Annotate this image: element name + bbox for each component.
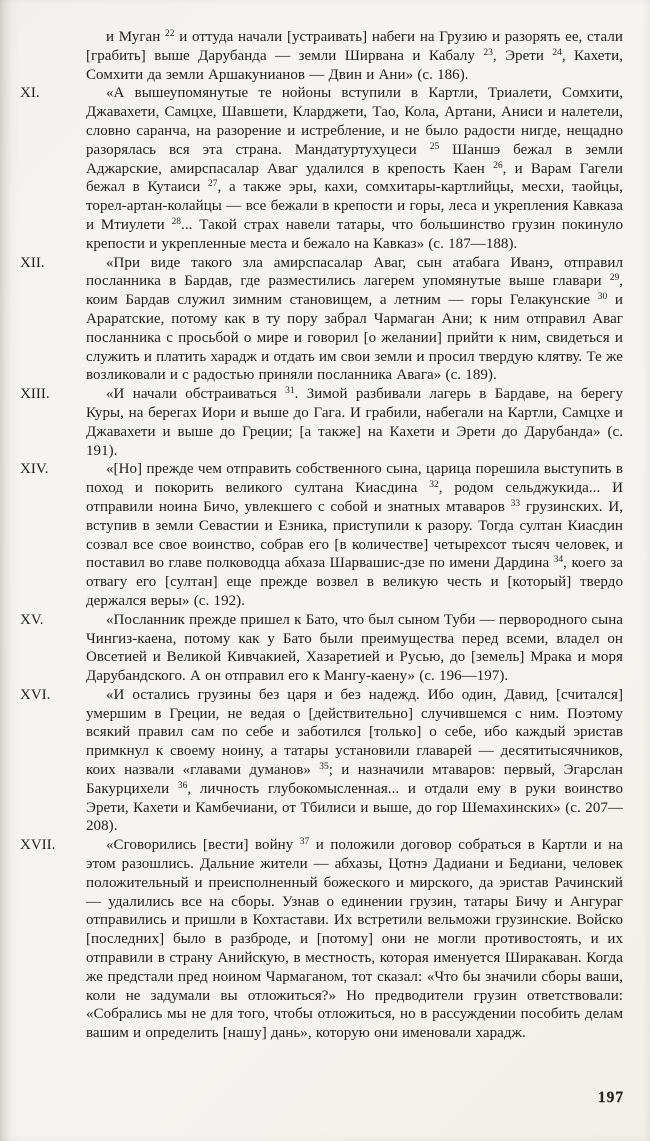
paragraph-xiii (20, 385, 623, 460)
paragraph-xvi (20, 686, 624, 836)
footnote-ref: 27 (208, 179, 218, 190)
section-numeral: XV. (20, 611, 44, 628)
paragraph-xi (20, 84, 624, 253)
footnote-ref: 32 (429, 480, 439, 491)
footnote-ref: 34 (553, 555, 564, 566)
paragraph-xiv (20, 460, 624, 610)
section-numeral: XIII. (20, 386, 50, 403)
section-numeral: XIV. (20, 461, 49, 478)
footnote-ref: 33 (510, 498, 521, 509)
paragraph-xvii (20, 836, 623, 1043)
footnote-ref: 31 (285, 386, 295, 397)
footnote-ref: 23 (483, 47, 493, 58)
footnote-ref: 26 (493, 160, 503, 171)
text-block (20, 28, 624, 1043)
footnote-ref: 22 (165, 29, 175, 39)
paragraph-text: «И остались грузины без царя и без надежд. Ибо один, Давид, [считался] умершим в Греции, не ведая о [действительно] случившемся с ним. Поэтому всякий правил сам по себе и заботился [только] о себе, ибо каждый эристав примкнул к своему ноину, а татары установили главарей — десятитысячников, коих назвали «главами думанов» $^{35}$; и назначили мтаваров: первый, Эгарслан Бакурцихели $^{36}$, личность глубокомысленная... и отдали ему в руки воинство Эрети, Кахети и Камбечиани, от Тбилиси и выше, до гор Шемахинских» (с. 207—208). (86, 686, 624, 835)
footnote-ref: 37 (299, 837, 310, 848)
footnote-ref: 29 (609, 273, 620, 284)
paragraph-text: и Муган $^{22}$ и оттуда начали [устраивать] набеги на Грузию и разорять ее, стали [грабить] выше Дарубанда — земли Ширвана и Кабалу $^{23}$, Эрети $^{24}$, Кахети, Сомхити да земли Аршакунианов — Двин и Ани» (с. 186). (86, 29, 623, 83)
paragraph-continuation (86, 28, 623, 84)
page-number: 197 (597, 1089, 624, 1106)
paragraph-text: «И начали обстраиваться $^{31}$. Зимой разбивали лагерь в Бардаве, на берегу Куры, на берегах Иори и выше до Гага. И грабили, набегали на Картли, Самцхе и Джавахети и выше до Греции; [а также] на Кахети и Эрети до Дарубанда» (с. 191). (86, 386, 623, 459)
paragraph-text: «[Но] прежде чем отправить собственного сына, царица порешила выступить в поход и покорить великого султана Киасдина $^{32}$, родом сельджукида... И отправили ноина Бичо, увлекшего с собой и знатных мтаваров $^{33}$ грузинских. И, вступив в земли Севастии и Езника, приступили к разору. Тогда султан Киасдин созвал все свое воинство, собрав его [в количестве] четырехсот тысяч человек, и поставил во главе полководца абхаза Шарвашис-дзе по имени Дардина $^{34}$, коего за отвагу его [султан] еще прежде возвел в великую честь и [который] твердо держался веры» (с. 192). (86, 461, 624, 609)
section-numeral: XI. (20, 85, 40, 102)
footnote-ref: 35 (319, 762, 329, 773)
paragraph-text: «При виде такого зла амирспасалар Аваг, сын атабага Иванэ, отправил посланника в Бардав, где разместились лагерем упомянутые выше главари $^{29}$, коим Бардав служил зимним становищем, а летним — горы Гелакунские $^{30}$ и Араратские, потому как в ту пору забрал Чармаган Ани; к ним отправил Аваг посланника с просьбой о мире и говорил [о желании] прийти к ним, свидеться и служить и платить харадж и отдать им свои земли и просил твердую клятву. Те же возликовали и с радостью приняли посланника Авага» (с. 189). (86, 254, 623, 384)
section-numeral: XII. (20, 254, 45, 271)
footnote-ref: 36 (177, 780, 188, 791)
paragraph-text: «Сговорились [вести] войну $^{37}$ и положили договор собраться в Картли и на этом разошлись. Дальние жители — абхазы, Цотнэ Дадиани и Бедиани, человек положительный и преисполненный божеского и мирского, да эристав Рачинский — удалились все на сборы. Узнав о единении грузин, татары Бичу и Ангураг отправились и пришли в Кохтастави. Их встретили вельможи грузинские. Войско [последних] было в разброде, и [потому] они не могли противостоять, и их отправили в страну Анийскую, в местность, которая именуется Ширакаван. Когда же предстали пред ноином Чармаганом, тот сказал: «Что бы значили сборы ваши, коли не задумали вы отложиться?» Но предводители грузин ответствовали: «Собрались мы не для того, чтобы отложиться, но в рассуждении пособить делам вашим и определить [нашу] дань», которую они именовали харадж. (86, 837, 623, 1042)
footnote-ref: 30 (597, 292, 608, 303)
section-numeral: XVI. (20, 686, 51, 703)
paragraph-text: «Посланник прежде пришел к Бато, что был сыном Туби — первородного сына Чингиз-каена, потому как у Бато были преимущества перед всеми, владел он Овсетией и Великой Кивчакией, Хазаретией и Русью, до [земель] Мрака и моря Дарубандского. А он отправил его к Мангу-каену» (с. 196—197). (86, 611, 623, 685)
footnote-ref: 25 (429, 141, 440, 152)
section-numeral: XVII. (20, 837, 56, 854)
footnote-ref: 24 (552, 47, 562, 58)
paragraph-xii (20, 254, 623, 386)
paragraph-xv (20, 611, 623, 686)
footnote-ref: 28 (171, 216, 182, 227)
paragraph-text: «А вышеупомянутые те нойоны вступили в Картли, Триалети, Сомхити, Джавахети, Самцхе, Шавшети, Кларджети, Тао, Кола, Артани, Аниси и налетели, словно саранча, на разорение и истребление, и не было радости нигде, нещадно разорялась вся эта страна. Мандатуртухуцеси $^{25}$ Шаншэ бежал в земли Аджарские, амирспасалар Аваг удалился в крепость Каен $^{26}$, и Варам Гагели бежал в Кутаиси $^{27}$, а также эры, кахи, сомхитары-картлийцы, месхи, таойцы, торел-артан-колайцы — все бежали в крепости и горы, леса и укрепления Кавказа и Мтиулети $^{28}$... Такой страх навели татары, что большинство грузин покинуло крепости и укрепленные места и бежало на Кавказ» (с. 187—188). (86, 85, 624, 252)
